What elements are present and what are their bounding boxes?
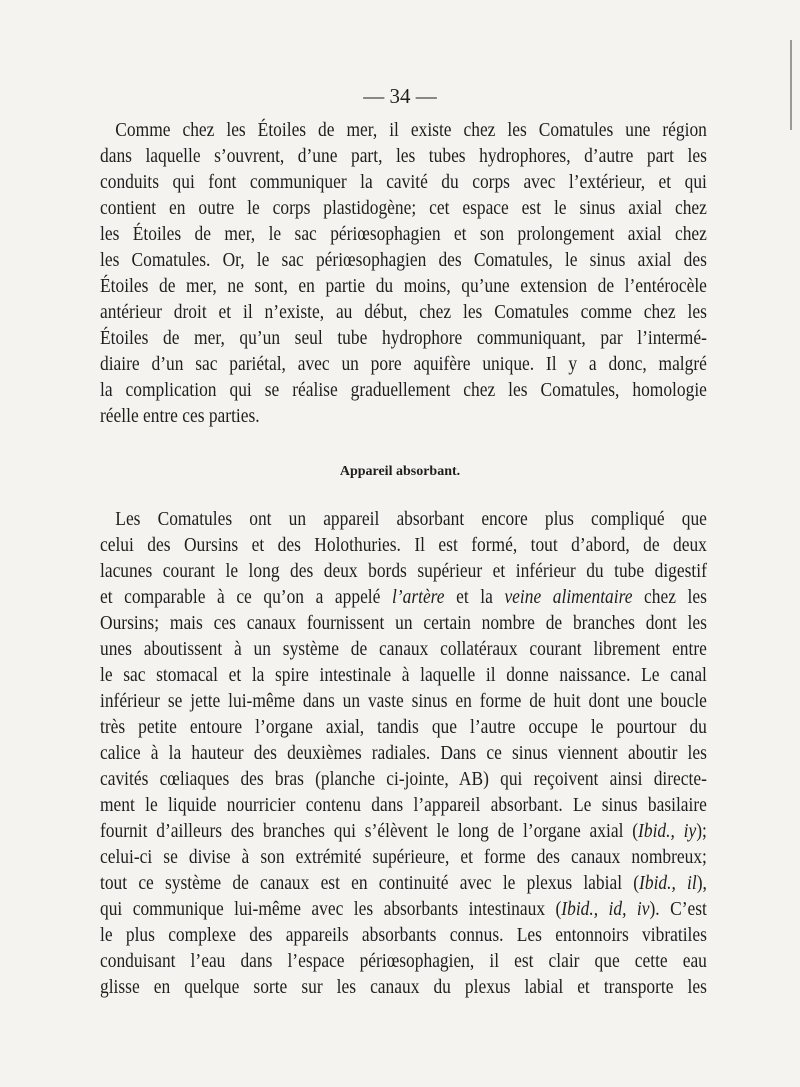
text-line-content [100, 506, 707, 532]
page-number: — 34 — [363, 84, 437, 108]
text-line [100, 273, 707, 299]
italic-text: Ibid., iy [638, 820, 697, 842]
paragraph-1 [100, 117, 707, 429]
text-line [100, 299, 707, 325]
text-segment: diaire d’un sac pariétal, avec un pore aquifère unique. Il y a donc, malgré [100, 353, 707, 375]
text-segment: les Étoiles de mer, le sac périœsophagien et son prolongement axial chez [100, 223, 707, 245]
text-line-content [100, 688, 707, 714]
text-segment: dans laquelle s’ouvrent, d’une part, les tubes hydrophores, d’autre part les [100, 145, 707, 167]
text-line [100, 403, 707, 429]
text-segment: ), [696, 872, 707, 894]
text-line-content [100, 169, 707, 195]
text-segment: lacunes courant le long des deux bords supérieur et inférieur du tube digestif [100, 560, 707, 582]
text-line [100, 870, 707, 896]
text-line-content [100, 766, 707, 792]
text-line [100, 766, 707, 792]
text-segment: tout ce système de canaux est en continuité avec le plexus labial ( [100, 872, 640, 894]
page-edge-shadow [790, 40, 792, 130]
text-line [100, 325, 707, 351]
text-line-content [100, 273, 707, 299]
text-segment: les Comatules. Or, le sac périœsophagien des Comatules, le sinus axial des [100, 249, 707, 271]
text-line [100, 584, 707, 610]
text-line-content [100, 922, 707, 948]
text-line-content [100, 844, 707, 870]
text-line-content [100, 662, 707, 688]
text-line-content [100, 636, 707, 662]
text-line-content [100, 403, 707, 429]
text-segment: le plus complexe des appareils absorbants connus. Les entonnoirs vibratiles [100, 924, 707, 946]
text-segment: chez les [632, 586, 707, 608]
text-line-content [100, 558, 707, 584]
text-segment: fournit d’ailleurs des branches qui s’élèvent le long de l’organe axial ( [100, 820, 639, 842]
text-segment: inférieur se jette lui-même dans un vaste sinus en forme de huit dont une boucle [100, 690, 707, 712]
italic-text: Ibid., id, iv [561, 898, 650, 920]
text-segment: celui-ci se divise à son extrémité supérieure, et forme des canaux nombreux; [100, 846, 707, 868]
text-segment: Les Comatules ont un appareil absorbant encore plus compliqué que [115, 508, 707, 530]
text-line [100, 506, 707, 532]
text-line-content [100, 870, 707, 896]
text-line [100, 610, 707, 636]
text-line-content [100, 792, 707, 818]
text-segment: Comme chez les Étoiles de mer, il existe chez les Comatules une région [115, 119, 707, 141]
text-line-content [100, 299, 707, 325]
text-segment: et la [444, 586, 505, 608]
text-line [100, 636, 707, 662]
text-segment: Étoiles de mer, qu’un seul tube hydrophore communiquant, par l’intermé- [100, 327, 707, 349]
text-line-content [100, 221, 707, 247]
text-segment: celui des Oursins et des Holothuries. Il est formé, tout d’abord, de deux [100, 534, 707, 556]
text-segment: réelle entre ces parties. [100, 405, 260, 427]
text-line [100, 143, 707, 169]
text-line [100, 688, 707, 714]
text-line [100, 117, 707, 143]
text-line-content [100, 818, 707, 844]
text-segment: ); [696, 820, 707, 842]
text-line [100, 844, 707, 870]
text-segment: glisse en quelque sorte sur les canaux du plexus labial et transporte les [100, 976, 707, 998]
text-line [100, 195, 707, 221]
text-line-content [100, 247, 707, 273]
paragraph-2 [100, 506, 707, 1000]
text-line-content [100, 117, 707, 143]
section-heading: Appareil absorbant. [339, 464, 461, 479]
text-segment: conduits qui font communiquer la cavité du corps avec l’extérieur, et qui [100, 171, 707, 193]
text-line [100, 558, 707, 584]
text-segment: la complication qui se réalise graduellement chez les Comatules, homologie [100, 379, 707, 401]
text-line [100, 377, 707, 403]
text-line [100, 792, 707, 818]
text-segment: unes aboutissent à un système de canaux collatéraux courant librement entre [100, 638, 707, 660]
text-line-content [100, 740, 707, 766]
text-line [100, 740, 707, 766]
text-segment: conduisant l’eau dans l’espace périœsophagien, il est clair que cette eau [100, 950, 707, 972]
text-segment: contient en outre le corps plastidogène; cet espace est le sinus axial chez [100, 197, 707, 219]
text-segment: cavités cœliaques des bras (planche ci-jointe, AB) qui reçoivent ainsi directe- [100, 768, 707, 790]
text-segment: ment le liquide nourricier contenu dans l’appareil absorbant. Le sinus basilaire [100, 794, 707, 816]
text-line-content [100, 714, 707, 740]
text-line [100, 714, 707, 740]
text-segment: calice à la hauteur des deuxièmes radiales. Dans ce sinus viennent aboutir les [100, 742, 707, 764]
text-line [100, 974, 707, 1000]
text-line-content [100, 948, 707, 974]
text-line [100, 221, 707, 247]
text-line [100, 948, 707, 974]
text-segment: qui communique lui-même avec les absorbants intestinaux ( [100, 898, 562, 920]
text-segment: Étoiles de mer, ne sont, en partie du moins, qu’une extension de l’entérocèle [100, 275, 707, 297]
text-line-content [100, 610, 707, 636]
italic-text: Ibid., il [639, 872, 697, 894]
text-line-content [100, 974, 707, 1000]
text-line [100, 169, 707, 195]
text-line-content [100, 532, 707, 558]
italic-text: l’artère [391, 586, 445, 608]
text-line [100, 532, 707, 558]
text-line [100, 662, 707, 688]
text-line-content [100, 351, 707, 377]
text-line [100, 247, 707, 273]
text-line-content [100, 896, 707, 922]
text-line-content [100, 377, 707, 403]
italic-text: veine alimentaire [504, 586, 633, 608]
text-line-content [100, 143, 707, 169]
text-line-content [100, 584, 707, 610]
text-line-content [100, 325, 707, 351]
text-segment: Oursins; mais ces canaux fournissent un certain nombre de branches dont les [100, 612, 707, 634]
text-segment: le sac stomacal et la spire intestinale à laquelle il donne naissance. Le canal [100, 664, 707, 686]
text-line [100, 818, 707, 844]
text-line-content [100, 195, 707, 221]
text-line [100, 922, 707, 948]
text-segment: très petite entoure l’organe axial, tandis que l’autre occupe le pourtour du [100, 716, 707, 738]
text-line [100, 351, 707, 377]
text-segment: antérieur droit et il n’existe, au début, chez les Comatules comme chez les [100, 301, 707, 323]
text-line [100, 896, 707, 922]
text-segment: et comparable à ce qu’on a appelé [100, 586, 392, 608]
text-segment: ). C’est [649, 898, 707, 920]
